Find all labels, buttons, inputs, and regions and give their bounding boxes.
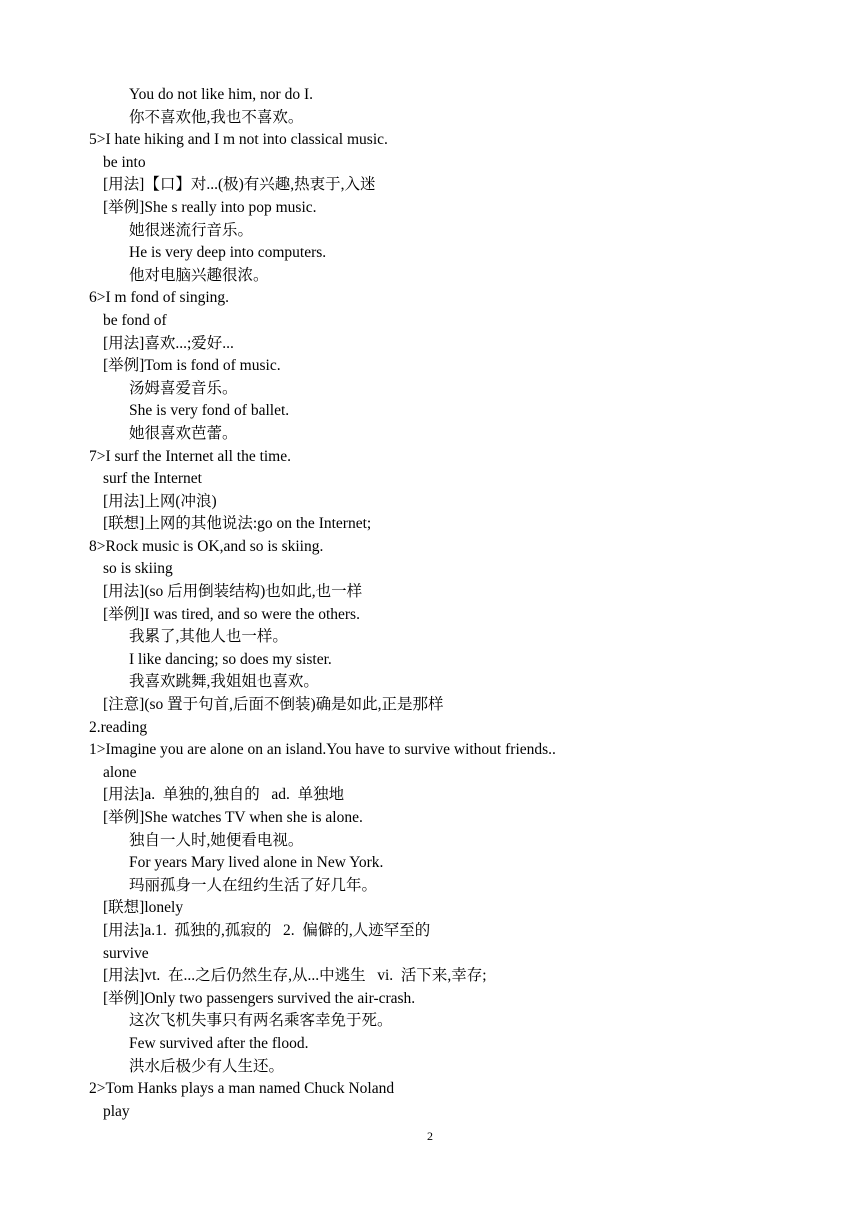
text-line: be into	[103, 153, 146, 171]
text-line: 他对电脑兴趣很浓。	[129, 266, 269, 284]
text-line: [举例]She watches TV when she is alone.	[103, 809, 363, 826]
page-number: 2	[427, 1129, 433, 1143]
text-line: You do not like him, nor do I.	[129, 86, 314, 103]
text-line: [用法](so 后用倒装结构)也如此,也一样	[103, 583, 363, 601]
text-line: 她很喜欢芭蕾。	[129, 424, 238, 442]
text-line: 2>Tom Hanks plays a man named Chuck Noland	[89, 1080, 395, 1098]
text-line: 洪水后极少有人生还。	[129, 1057, 285, 1075]
text-line: He is very deep into computers.	[129, 244, 327, 262]
text-line: 我喜欢跳舞,我姐姐也喜欢。	[129, 673, 319, 691]
text-line: play	[103, 1102, 130, 1120]
text-line: 汤姆喜爱音乐。	[129, 379, 238, 397]
text-line: 她很迷流行音乐。	[129, 221, 254, 239]
text-line: so is skiing	[103, 560, 173, 578]
text-line: [用法]vt. 在...之后仍然生存,从...中逃生 vi. 活下来,幸存;	[103, 967, 487, 985]
text-line: 这次飞机失事只有两名乘客幸免于死。	[129, 1012, 393, 1030]
text-line: 1>Imagine you are alone on an island.You have to survive without friends..	[89, 741, 556, 759]
text-line: I like dancing; so does my sister.	[129, 650, 332, 668]
text-line: She is very fond of ballet.	[129, 402, 290, 420]
text-line: [联想]上网的其他说法:go on the Internet;	[103, 515, 372, 533]
text-line: [用法]上网(冲浪)	[103, 492, 217, 510]
text-line: [举例]Only two passengers survived the air-crash.	[103, 989, 416, 1007]
text-line: 2.reading	[89, 718, 148, 736]
text-line: 6>I m fond of singing.	[89, 289, 230, 307]
text-line: Few survived after the flood.	[129, 1034, 309, 1052]
text-line: [举例]Tom is fond of music.	[103, 357, 281, 375]
text-line: 玛丽孤身一人在纽约生活了好几年。	[129, 876, 378, 894]
text-line: 你不喜欢他,我也不喜欢。	[129, 108, 304, 126]
text-line: alone	[103, 763, 137, 781]
text-line: be fond of	[103, 311, 167, 329]
text-line: [注意](so 置于句首,后面不倒装)确是如此,正是那样	[103, 696, 444, 714]
text-line: 独自一人时,她便看电视。	[129, 831, 304, 849]
text-line: [联想]lonely	[103, 899, 184, 917]
text-line: [用法]a. 单独的,独自的 ad. 单独地	[103, 786, 345, 804]
text-line: 5>I hate hiking and I m not into classical music.	[89, 131, 388, 149]
text-line: For years Mary lived alone in New York.	[129, 854, 384, 872]
text-line: 8>Rock music is OK,and so is skiing.	[89, 537, 324, 555]
text-line: 7>I surf the Internet all the time.	[89, 447, 291, 465]
text-line: [用法]a.1. 孤独的,孤寂的 2. 偏僻的,人迹罕至的	[103, 921, 431, 939]
text-line: 我累了,其他人也一样。	[129, 628, 288, 646]
text-line: survive	[103, 944, 149, 962]
text-line: [用法]喜欢...;爱好...	[103, 334, 234, 352]
text-line: [举例]She s really into pop music.	[103, 198, 317, 216]
text-line: [举例]I was tired, and so were the others.	[103, 605, 360, 623]
text-line: surf the Internet	[103, 470, 202, 488]
document-body	[0, 84, 860, 1123]
text-line: [用法]【口】对...(极)有兴趣,热衷于,入迷	[103, 176, 376, 194]
